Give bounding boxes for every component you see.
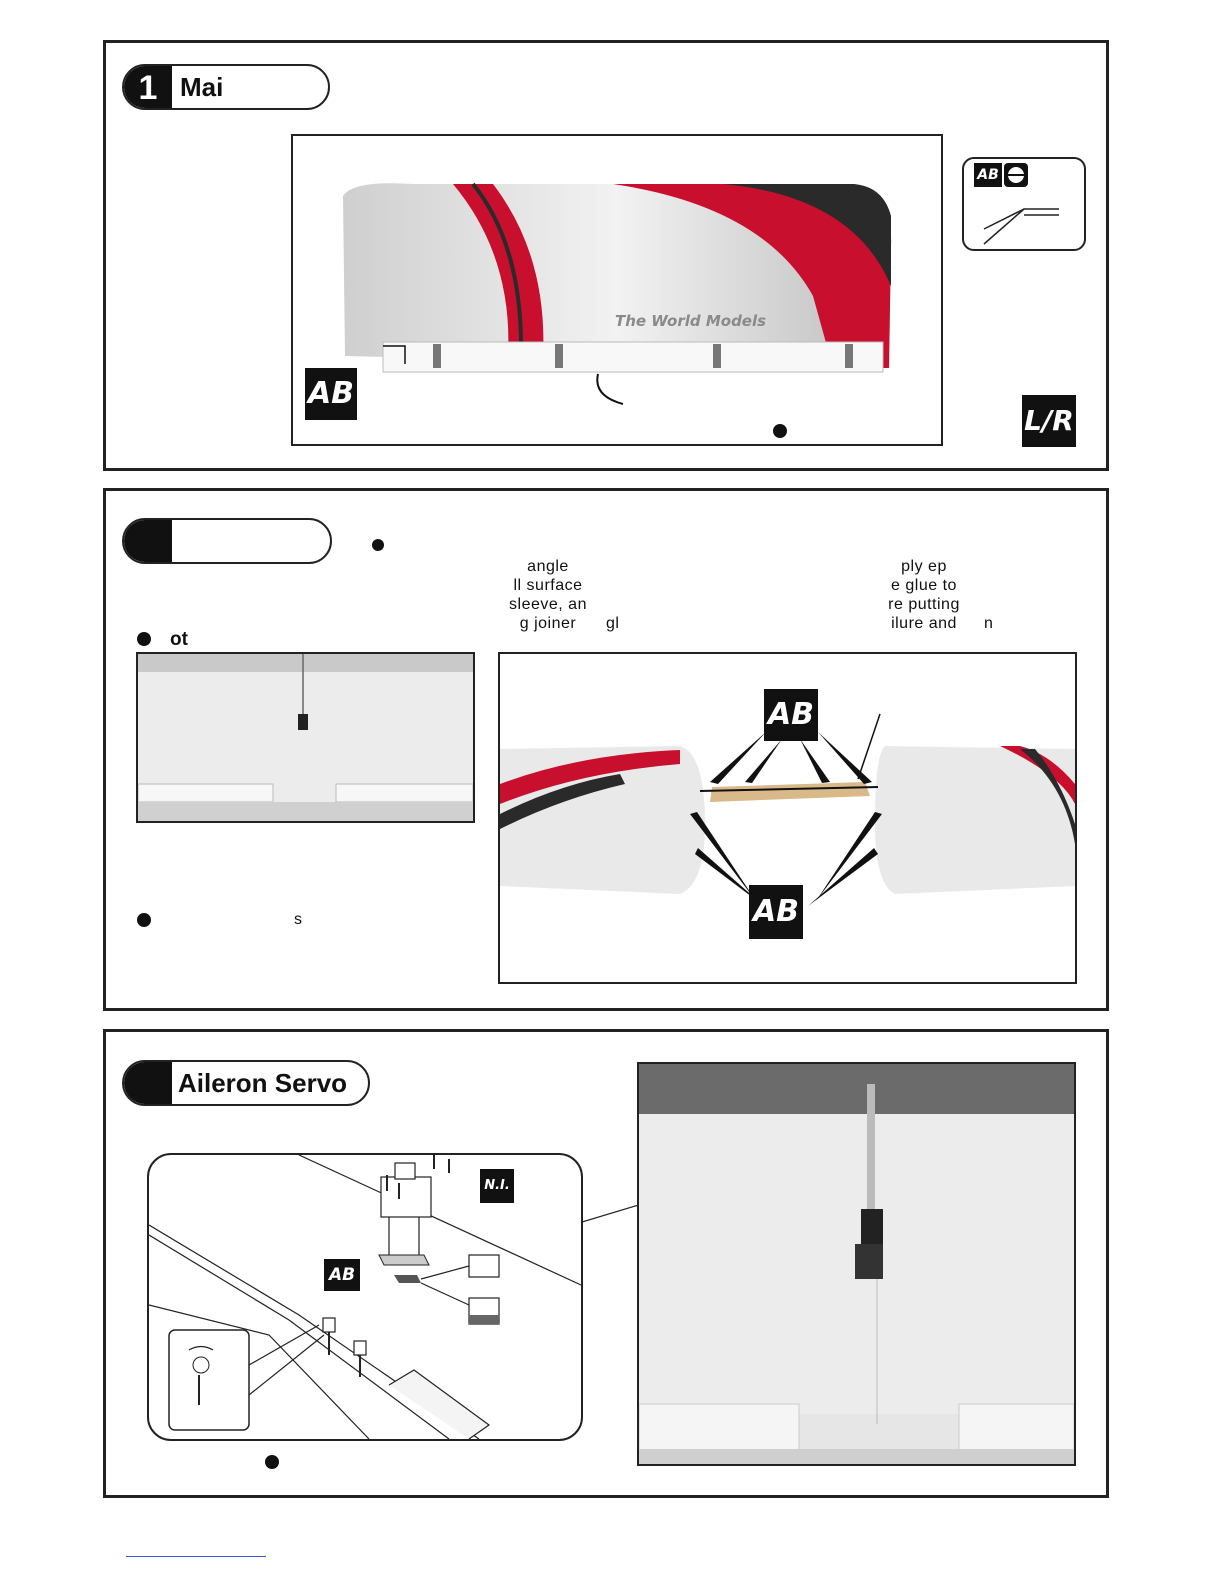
step3-header xyxy=(122,1060,370,1106)
step2-bullet-lower xyxy=(137,913,151,927)
step3-panel xyxy=(103,1029,1109,1498)
step1-wing-photo xyxy=(291,134,943,446)
step2-wing-photo-left xyxy=(136,652,475,823)
wing-brand-text: The World Models xyxy=(615,312,767,330)
step3-ab-badge: AB xyxy=(324,1259,360,1291)
step1-bullet xyxy=(773,424,787,438)
step1-header xyxy=(122,64,330,110)
step2-right-text-n: n xyxy=(984,615,994,632)
step2-ab-badge-bottom: AB xyxy=(749,885,803,939)
step3-title: Aileron Servo xyxy=(178,1068,348,1098)
step2-center-text-gl: gl xyxy=(606,615,620,632)
step2-header xyxy=(122,518,332,564)
wing-hinge-illustration xyxy=(293,136,941,444)
step2-number xyxy=(124,520,172,562)
step1-panel xyxy=(103,40,1109,471)
servo-wing-photo xyxy=(639,1064,1074,1464)
step2-left-note2: s xyxy=(294,911,302,928)
step1-detail-callout xyxy=(962,157,1086,251)
step3-ni-badge: N.I. xyxy=(480,1169,514,1203)
step2-left-note: ot xyxy=(170,629,188,650)
step3-servo-diagram xyxy=(147,1153,583,1441)
step1-title: Mai xyxy=(180,72,224,102)
step1-lr-badge: L/R xyxy=(1022,395,1076,447)
step2-bullet-left xyxy=(137,632,151,646)
servo-install-drawing xyxy=(149,1155,581,1439)
step2-ab-badge-top: AB xyxy=(764,689,818,741)
hinge-icon xyxy=(1004,163,1028,187)
callout-lines xyxy=(964,189,1084,249)
step3-bullet xyxy=(265,1455,279,1469)
step1-ab-badge: AB xyxy=(305,368,357,420)
wing-center-photo xyxy=(138,654,473,821)
callout-ab-badge: AB xyxy=(974,163,1002,187)
step3-number xyxy=(124,1062,172,1104)
step2-right-text: ply ep e glue to re putting ilure and xyxy=(888,558,960,632)
step3-servo-photo xyxy=(637,1062,1076,1466)
step2-panel xyxy=(103,488,1109,1011)
step2-center-text: angle ll surface sleeve, an g joiner xyxy=(509,558,587,632)
footer-link-underline xyxy=(126,1556,266,1557)
step2-bullet-top xyxy=(372,539,384,551)
step1-number: 1 xyxy=(124,66,172,108)
